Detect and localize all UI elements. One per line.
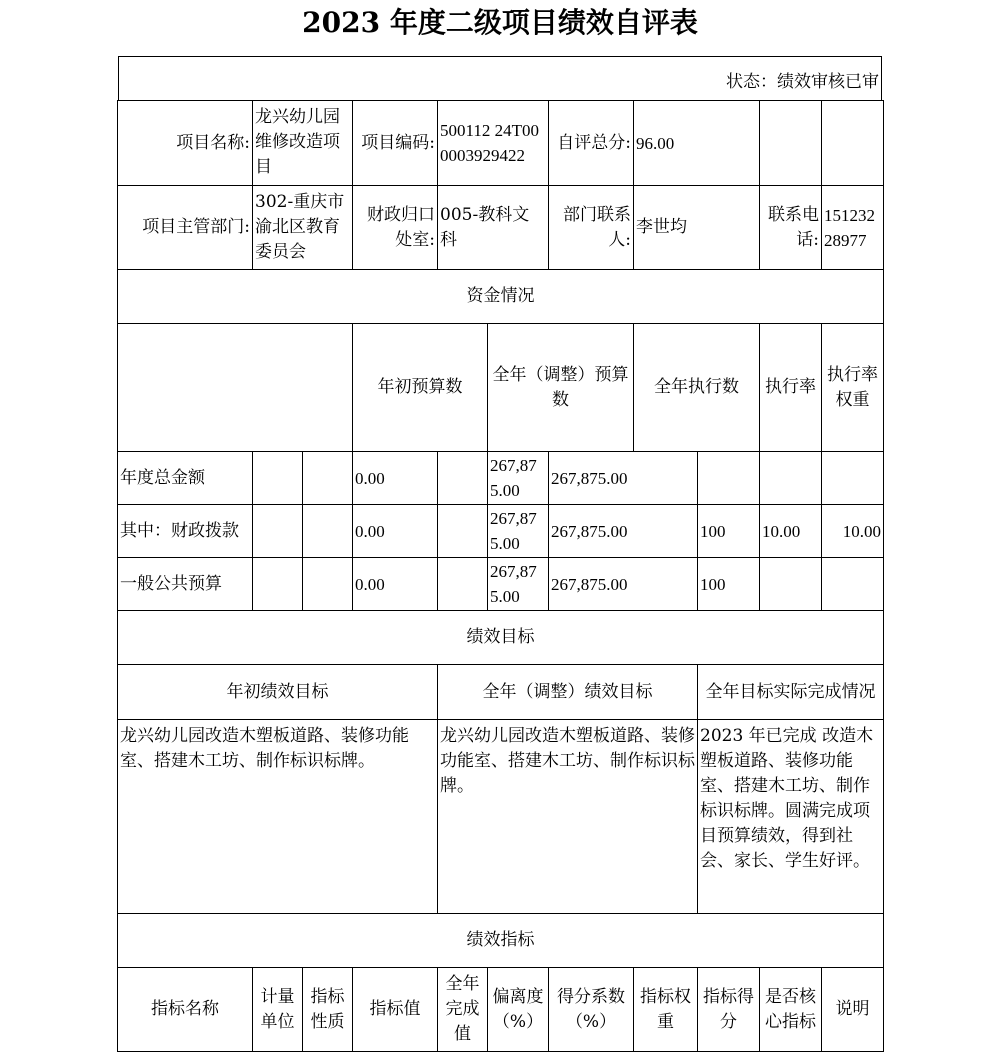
exec-weight-value — [760, 452, 822, 505]
self-score-value: 96.00 — [634, 101, 760, 186]
goals-section-title: 绩效目标 — [118, 611, 884, 665]
project-name-label: 项目名称: — [118, 101, 253, 186]
initial-budget-value: 0.00 — [353, 558, 438, 611]
executed-value: 267,875.00 — [549, 452, 698, 505]
indicators-section-title: 绩效指标 — [118, 914, 884, 968]
project-name-value: 龙兴幼儿园维修改造项目 — [253, 101, 353, 186]
exec-score-value — [822, 452, 884, 505]
project-code-value: 500112 24T000003929422 — [438, 101, 549, 186]
funds-row-label: 年度总金额 — [118, 452, 253, 505]
empty-cell — [303, 558, 353, 611]
executed-value: 267,875.00 — [549, 558, 698, 611]
exec-rate-value: 100 — [698, 558, 760, 611]
completed-value-header: 全年完成值 — [438, 968, 488, 1052]
executed-header: 全年执行数 — [634, 324, 760, 452]
info-row-1 — [118, 101, 884, 186]
adjusted-goal-text: 龙兴幼儿园改造木塑板道路、装修功能室、搭建木工坊、制作标识标牌。 — [438, 720, 698, 914]
exec-score-value — [822, 558, 884, 611]
adjusted-budget-value: 267,875.00 — [488, 505, 549, 558]
indicator-name-header: 指标名称 — [118, 968, 253, 1052]
actual-goal-text: 2023 年已完成 改造木塑板道路、装修功能室、搭建木工坊、制作标识标牌。圆满完成项目预算绩效，得到社会、家长、学生好评。 — [698, 720, 884, 914]
exec-score-value: 10.00 — [822, 505, 884, 558]
funds-section-row — [118, 270, 884, 324]
initial-budget-value: 0.00 — [353, 452, 438, 505]
status-text: 状态：绩效审核已审 — [118, 56, 882, 101]
page-title: 2023 年度二级项目绩效自评表 — [302, 6, 698, 39]
initial-goal-text: 龙兴幼儿园改造木塑板道路、装修功能室、搭建木工坊、制作标识标牌。 — [118, 720, 438, 914]
indicator-value-header: 指标值 — [353, 968, 438, 1052]
empty-cell — [438, 452, 488, 505]
indicators-header-row — [118, 968, 884, 1052]
evaluation-table — [117, 100, 884, 1052]
exec-rate-header: 执行率 — [760, 324, 822, 452]
indicator-weight-header: 指标权重 — [634, 968, 698, 1052]
empty-cell — [303, 452, 353, 505]
exec-weight-value — [760, 558, 822, 611]
contact-value: 李世均 — [634, 186, 760, 270]
funds-row — [118, 452, 884, 505]
actual-goal-header: 全年目标实际完成情况 — [698, 665, 884, 720]
dept-label: 项目主管部门: — [118, 186, 253, 270]
contact-label: 部门联系人: — [549, 186, 634, 270]
funds-row-label: 一般公共预算 — [118, 558, 253, 611]
empty-cell — [303, 505, 353, 558]
phone-value: 15123228977 — [822, 186, 884, 270]
empty-cell — [253, 452, 303, 505]
unit-header: 计量单位 — [253, 968, 303, 1052]
exec-weight-header: 执行率权重 — [822, 324, 884, 452]
empty-cell — [438, 558, 488, 611]
note-header: 说明 — [822, 968, 884, 1052]
indicator-score-header: 指标得分 — [698, 968, 760, 1052]
empty-cell — [438, 505, 488, 558]
empty-cell — [253, 505, 303, 558]
deviation-header: 偏离度（%） — [488, 968, 549, 1052]
exec-rate-value: 100 — [698, 505, 760, 558]
initial-budget-header: 年初预算数 — [353, 324, 488, 452]
nature-header: 指标性质 — [303, 968, 353, 1052]
self-score-label: 自评总分: — [549, 101, 634, 186]
project-code-label: 项目编码: — [353, 101, 438, 186]
empty-cell — [118, 324, 353, 452]
funds-row — [118, 505, 884, 558]
goals-header-row — [118, 665, 884, 720]
adjusted-goal-header: 全年（调整）绩效目标 — [438, 665, 698, 720]
adjusted-budget-value: 267,875.00 — [488, 558, 549, 611]
exec-rate-value — [698, 452, 760, 505]
finance-office-value: 005-教科文科 — [438, 186, 549, 270]
adjusted-budget-header: 全年（调整）预算数 — [488, 324, 634, 452]
funds-section-title: 资金情况 — [118, 270, 884, 324]
coefficient-header: 得分系数（%） — [549, 968, 634, 1052]
goals-content-row — [118, 720, 884, 914]
empty-cell — [760, 101, 822, 186]
executed-value: 267,875.00 — [549, 505, 698, 558]
funds-header-row — [118, 324, 884, 452]
adjusted-budget-value: 267,875.00 — [488, 452, 549, 505]
core-indicator-header: 是否核心指标 — [760, 968, 822, 1052]
funds-row — [118, 558, 884, 611]
empty-cell — [253, 558, 303, 611]
initial-budget-value: 0.00 — [353, 505, 438, 558]
initial-goal-header: 年初绩效目标 — [118, 665, 438, 720]
exec-weight-value: 10.00 — [760, 505, 822, 558]
empty-cell — [822, 101, 884, 186]
finance-office-label: 财政归口处室: — [353, 186, 438, 270]
info-row-2 — [118, 186, 884, 270]
funds-row-label: 其中：财政拨款 — [118, 505, 253, 558]
dept-value: 302-重庆市渝北区教育委员会 — [253, 186, 353, 270]
phone-label: 联系电话: — [760, 186, 822, 270]
indicators-section-row — [118, 914, 884, 968]
goals-section-row — [118, 611, 884, 665]
